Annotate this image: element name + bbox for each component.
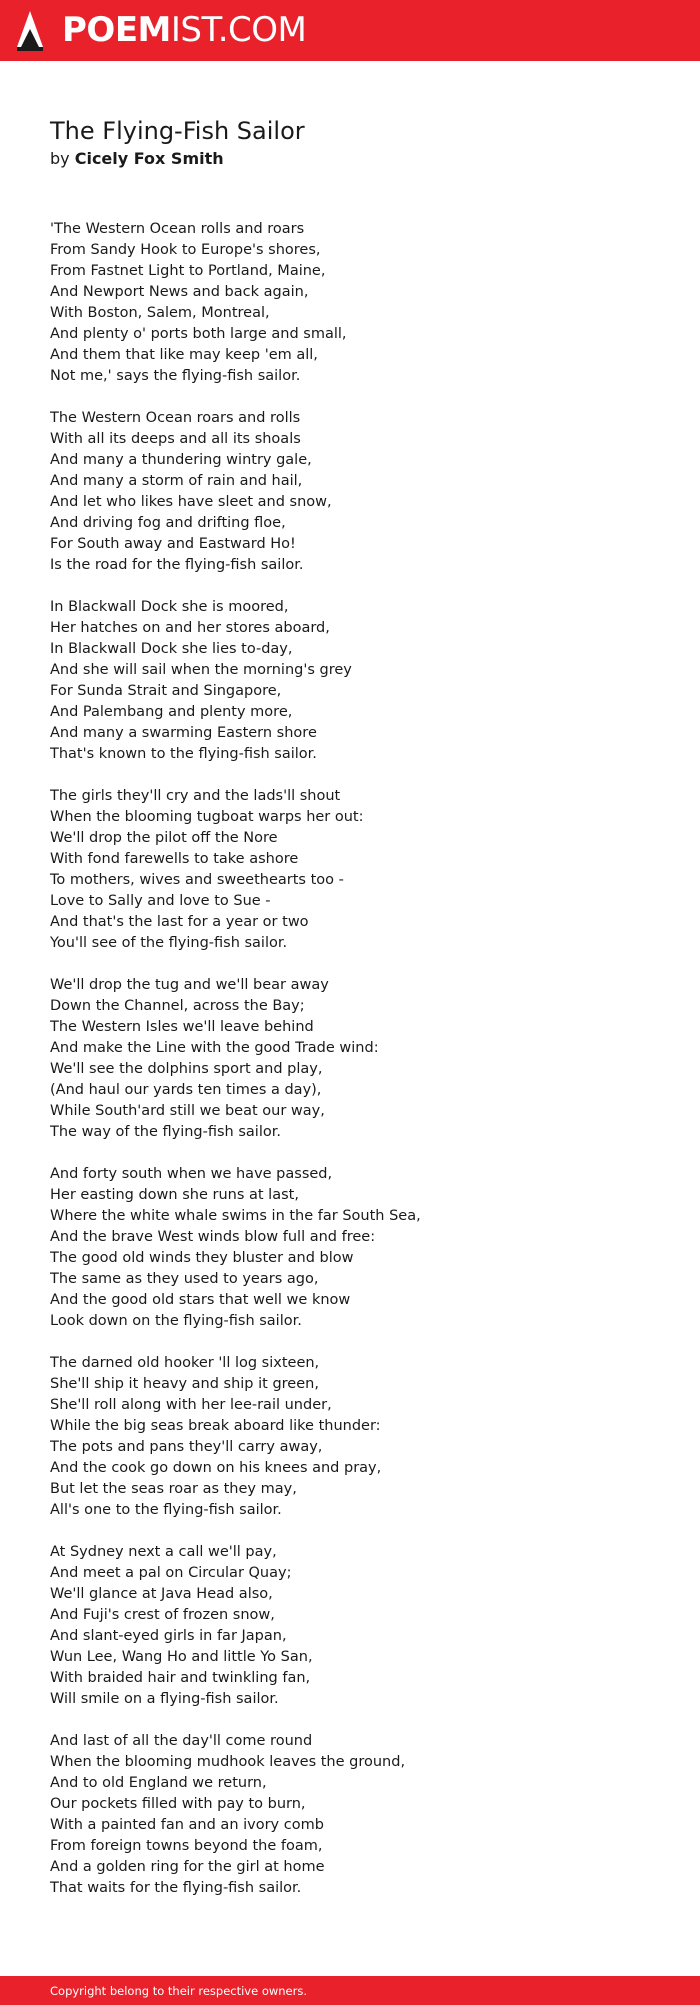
poem-stanza [50,1542,670,1710]
poem-line: In Blackwall Dock she lies to-day, [50,641,293,657]
poem-line: All's one to the flying-fish sailor. [50,1502,282,1518]
poem-line: You'll see of the flying-fish sailor. [50,935,288,951]
poem-line: Down the Channel, across the Bay; [50,998,305,1014]
poem-line: Our pockets filled with pay to burn, [50,1796,306,1812]
poem-line: For South away and Eastward Ho! [50,536,296,552]
poem-line: While South'ard still we beat our way, [50,1103,325,1119]
poem-line: For Sunda Strait and Singapore, [50,683,282,699]
poem-title: The Flying-Fish Sailor [50,117,305,145]
poem-byline [50,148,224,170]
poem-line: The Western Ocean roars and rolls [50,410,301,426]
poem-stanza [50,975,670,1143]
poem-line: And forty south when we have passed, [50,1166,333,1182]
poem-line: The girls they'll cry and the lads'll shout [50,788,341,804]
poem-line: And she will sail when the morning's grey [50,662,352,678]
logo-light-text: IST.COM [170,10,307,50]
poem-line: Love to Sally and love to Sue - [50,893,271,909]
poem-line: At Sydney next a call we'll pay, [50,1544,277,1560]
pen-nib-icon[interactable] [17,11,43,51]
poem-stanza [50,1353,670,1521]
poem-line: Not me,' says the flying-fish sailor. [50,368,301,384]
poem-line: And driving fog and drifting floe, [50,515,286,531]
poem-stanza [50,786,670,954]
poem-line: That's known to the flying-fish sailor. [50,746,317,762]
poem-line: The same as they used to years ago, [50,1271,319,1287]
poem-line: The darned old hooker 'll log sixteen, [50,1355,320,1371]
poem-line: And many a storm of rain and hail, [50,473,303,489]
logo-bold-text: POEM [62,10,171,50]
poem-line: The good old winds they bluster and blow [50,1250,354,1266]
poem-line: And to old England we return, [50,1775,267,1791]
poem-line: And many a swarming Eastern shore [50,725,317,741]
poem-line: And slant-eyed girls in far Japan, [50,1628,287,1644]
poem-line: From Fastnet Light to Portland, Maine, [50,263,326,279]
poem-line: But let the seas roar as they may, [50,1481,297,1497]
poem-line: And Newport News and back again, [50,284,309,300]
poem-line: With Boston, Salem, Montreal, [50,305,270,321]
poem-line: With all its deeps and all its shoals [50,431,301,447]
poem-stanza [50,1731,670,1899]
poem-line: Is the road for the flying-fish sailor. [50,557,304,573]
site-footer [0,1976,700,2005]
poem-line: Will smile on a flying-fish sailor. [50,1691,279,1707]
poem-line: In Blackwall Dock she is moored, [50,599,289,615]
poem-line: With fond farewells to take ashore [50,851,299,867]
poem-body [50,219,670,1920]
poem-line: Her hatches on and her stores aboard, [50,620,330,636]
poem-stanza [50,597,670,765]
poem-line: To mothers, wives and sweethearts too - [50,872,344,888]
copyright-text: Copyright belong to their respective owners. [50,1984,308,1998]
by-label: by [50,149,75,168]
poem-line: And many a thundering wintry gale, [50,452,312,468]
poem-line: The pots and pans they'll carry away, [50,1439,323,1455]
poem-line: And them that like may keep 'em all, [50,347,318,363]
poem-line: The way of the flying-fish sailor. [50,1124,281,1140]
poem-line: The Western Isles we'll leave behind [50,1019,314,1035]
poem-line: She'll ship it heavy and ship it green, [50,1376,319,1392]
poem-author: Cicely Fox Smith [74,149,224,168]
poem-line: And a golden ring for the girl at home [50,1859,325,1875]
poem-line: And Fuji's crest of frozen snow, [50,1607,275,1623]
poem-line: Where the white whale swims in the far South Sea, [50,1208,421,1224]
poem-line: And the cook go down on his knees and pray, [50,1460,382,1476]
poem-line: And the brave West winds blow full and free: [50,1229,376,1245]
poem-line: When the blooming mudhook leaves the ground, [50,1754,406,1770]
poem-line: And Palembang and plenty more, [50,704,293,720]
poem-line: 'The Western Ocean rolls and roars [50,221,305,237]
poem-line: She'll roll along with her lee-rail under, [50,1397,332,1413]
poem-line: We'll drop the pilot off the Nore [50,830,278,846]
poem-line: We'll see the dolphins sport and play, [50,1061,323,1077]
poem-line: With braided hair and twinkling fan, [50,1670,311,1686]
poem-line: And make the Line with the good Trade wind: [50,1040,379,1056]
poem-stanza [50,1164,670,1332]
site-header [0,0,700,61]
poem-line: And plenty o' ports both large and small, [50,326,347,342]
poem-line: Look down on the flying-fish sailor. [50,1313,302,1329]
poem-line: That waits for the flying-fish sailor. [50,1880,302,1896]
poem-line: Wun Lee, Wang Ho and little Yo San, [50,1649,313,1665]
site-logo[interactable] [62,9,306,51]
poem-stanza [50,408,670,576]
poem-line: And let who likes have sleet and snow, [50,494,332,510]
poem-line: (And haul our yards ten times a day), [50,1082,322,1098]
poem-line: Her easting down she runs at last, [50,1187,299,1203]
poem-line: And that's the last for a year or two [50,914,309,930]
poem-line: And meet a pal on Circular Quay; [50,1565,292,1581]
poem-line: From Sandy Hook to Europe's shores, [50,242,321,258]
poem-line: And last of all the day'll come round [50,1733,313,1749]
poem-line: We'll drop the tug and we'll bear away [50,977,329,993]
poem-line: From foreign towns beyond the foam, [50,1838,323,1854]
poem-line: We'll glance at Java Head also, [50,1586,273,1602]
poem-line: And the good old stars that well we know [50,1292,351,1308]
poem-line: While the big seas break aboard like thunder: [50,1418,381,1434]
poem-stanza [50,219,670,387]
poem-line: When the blooming tugboat warps her out: [50,809,364,825]
poem-line: With a painted fan and an ivory comb [50,1817,324,1833]
